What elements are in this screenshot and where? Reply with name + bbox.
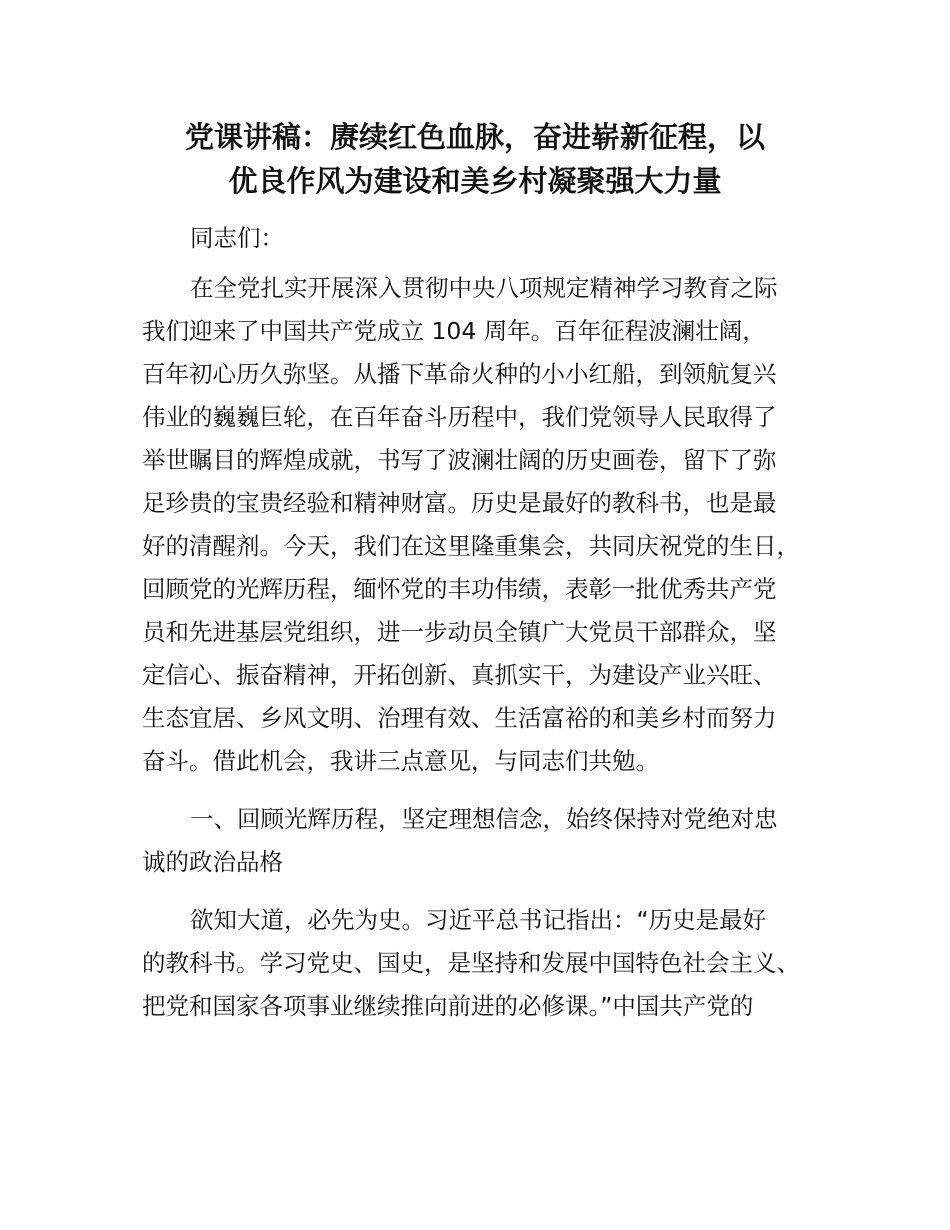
text-line: 回顾党的光辉历程，缅怀党的丰功伟绩，表彰一批优秀共产党: [142, 575, 777, 603]
text-line: 的教科书。学习党史、国史，是坚持和发展中国特色社会主义、: [142, 949, 800, 977]
text-line: 足珍贵的宝贵经验和精神财富。历史是最好的教科书，也是最: [142, 489, 777, 517]
text-line: 我们迎来了中国共产党成立 104 周年。百年征程波澜壮阔，: [142, 317, 766, 345]
heading-line: 诚的政治品格: [142, 848, 283, 876]
document-title-line-2: 优良作风为建设和美乡村凝聚强大力量: [228, 164, 722, 198]
text-line: 生态宜居、乡风文明、治理有效、生活富裕的和美乡村而努力: [142, 704, 777, 732]
greeting: 同志们：: [190, 224, 284, 252]
heading-line: 一、回顾光辉历程，坚定理想信念，始终保持对党绝对忠: [190, 805, 778, 833]
text-line: 举世瞩目的辉煌成就，书写了波澜壮阔的历史画卷，留下了弥: [142, 446, 777, 474]
text-line: 定信心、振奋精神，开拓创新、真抓实干，为建设产业兴旺、: [142, 661, 777, 689]
text-line: 把党和国家各项事业继续推向前进的必修课。”中国共产党的: [142, 992, 754, 1020]
text-line: 好的清醒剂。今天，我们在这里隆重集会，共同庆祝党的生日，: [142, 532, 800, 560]
document-title-line-1: 党课讲稿：赓续红色血脉，奋进崭新征程，以: [184, 120, 765, 154]
text-line: 在全党扎实开展深入贯彻中央八项规定精神学习教育之际: [190, 274, 778, 302]
text-line: 奋斗。借此机会，我讲三点意见，与同志们共勉。: [142, 747, 659, 775]
text-line: 百年初心历久弥坚。从播下革命火种的小小红船，到领航复兴: [142, 360, 777, 388]
text-line: 欲知大道，必先为史。习近平总书记指出：“历史是最好: [190, 906, 767, 934]
text-line: 伟业的巍巍巨轮，在百年奋斗历程中，我们党领导人民取得了: [142, 403, 777, 431]
text-line: 员和先进基层党组织，进一步动员全镇广大党员干部群众，坚: [142, 618, 777, 646]
